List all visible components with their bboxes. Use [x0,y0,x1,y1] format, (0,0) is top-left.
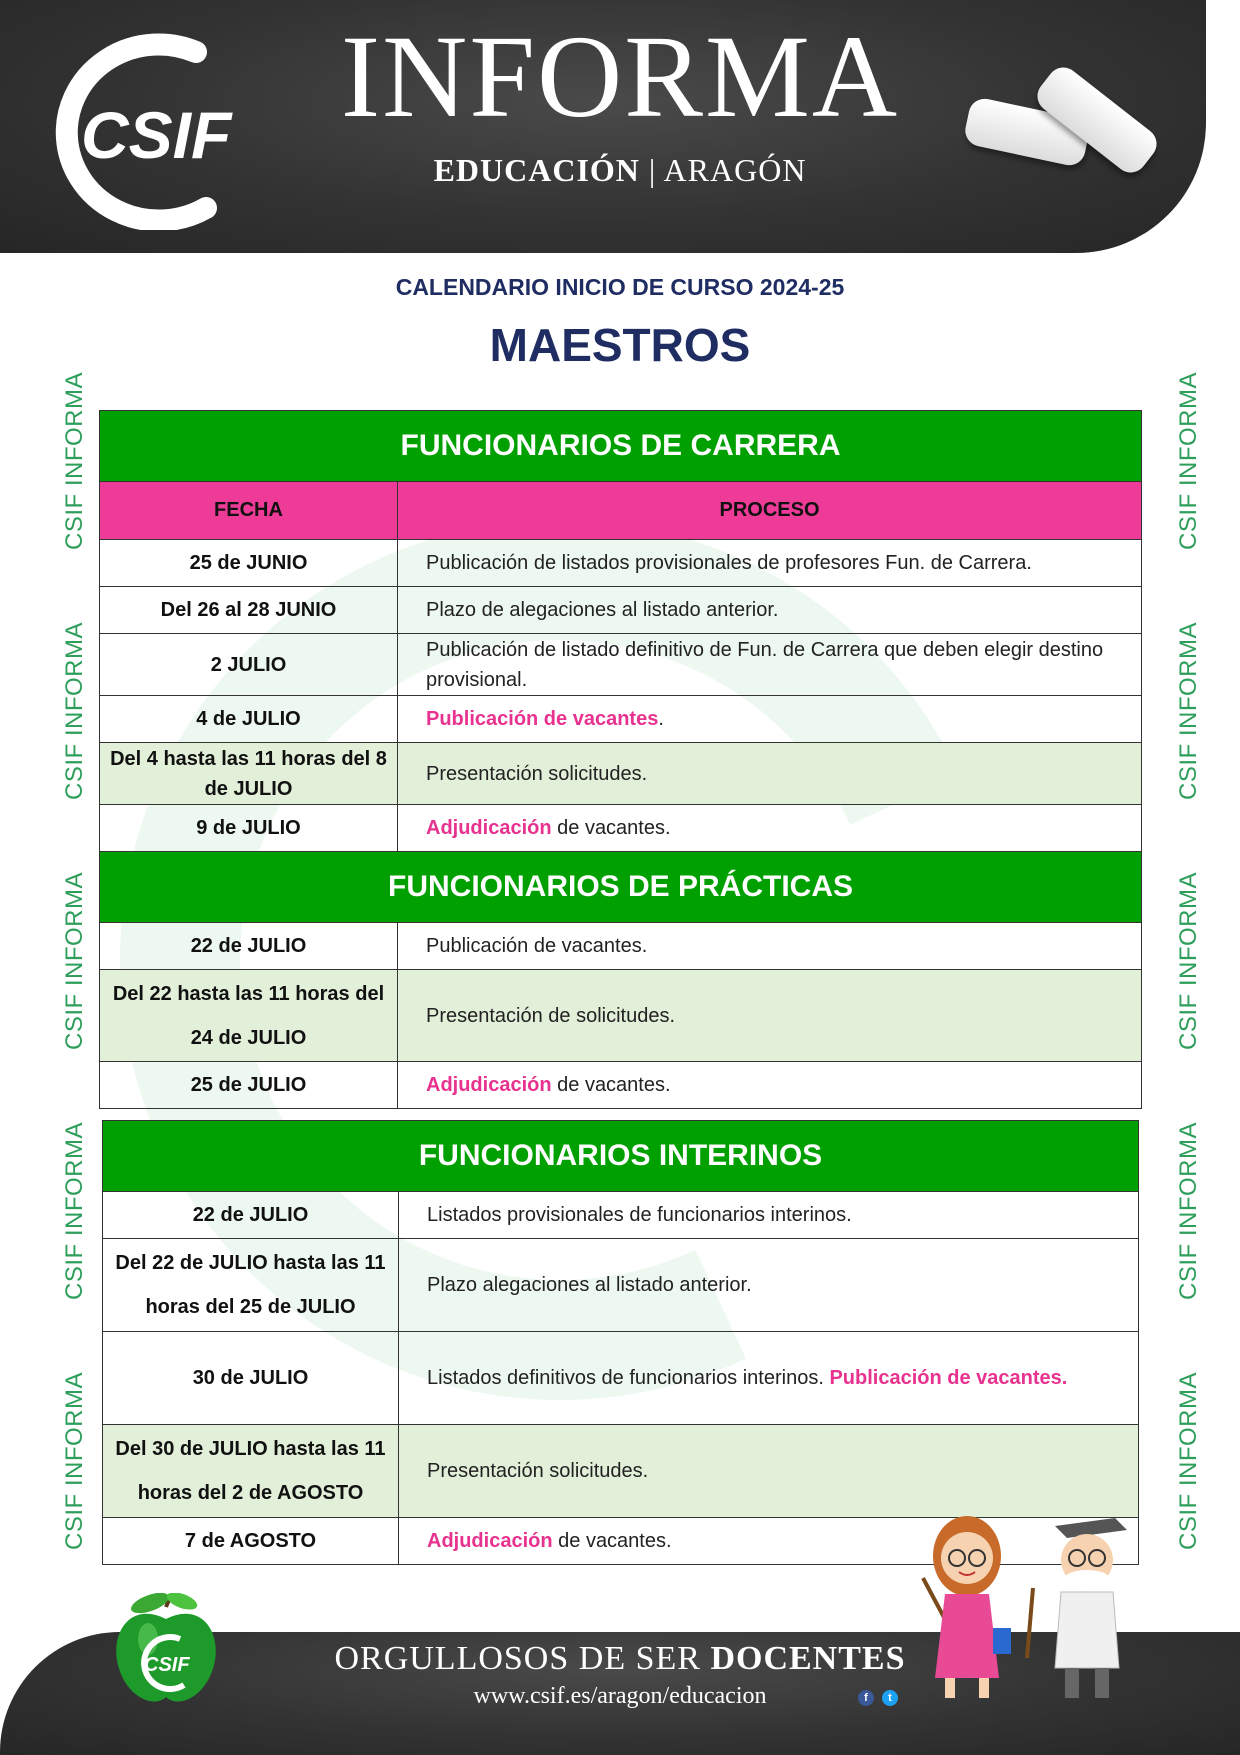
proceso-cell: Adjudicación de vacantes. [398,805,1142,852]
proceso-cell: Adjudicación de vacantes. [398,1062,1142,1109]
table-row [103,1239,1139,1332]
table-row [103,1425,1139,1518]
table-row [100,540,1142,587]
table-row [100,805,1142,852]
proceso-cell: Presentación solicitudes. [399,1425,1139,1518]
fecha-cell: Del 30 de JULIO hasta las 11 horas del 2 de AGOSTO [103,1425,399,1518]
twitter-icon[interactable]: t [882,1690,898,1706]
side-label-left: CSIF INFORMA [61,1122,88,1300]
section-title-practicas: FUNCIONARIOS DE PRÁCTICAS [100,852,1142,923]
table-row [103,1332,1139,1425]
fecha-cell: Del 22 hasta las 11 horas del 24 de JULIO [100,970,398,1062]
side-label-right: CSIF INFORMA [1175,1372,1202,1550]
carrera-practicas-table [99,410,1142,1109]
table-row [100,970,1142,1062]
side-label-left: CSIF INFORMA [61,872,88,1050]
table-row [100,587,1142,634]
svg-text:CSIF: CSIF [81,98,232,172]
side-label-right: CSIF INFORMA [1175,872,1202,1050]
column-header-fecha: FECHA [100,482,398,540]
proceso-cell: Publicación de vacantes. [398,696,1142,743]
fecha-cell: Del 22 de JULIO hasta las 11 horas del 25 de JULIO [103,1239,399,1332]
proceso-cell: Adjudicación de vacantes. [399,1518,1139,1565]
side-label-left: CSIF INFORMA [61,622,88,800]
fecha-cell: 2 JULIO [100,634,398,696]
fecha-cell: 22 de JULIO [100,923,398,970]
side-label-right: CSIF INFORMA [1175,622,1202,800]
proceso-cell: Listados definitivos de funcionarios interinos. Publicación de vacantes. [399,1332,1139,1425]
proceso-cell: Publicación de listados provisionales de profesores Fun. de Carrera. [398,540,1142,587]
table-row [100,634,1142,696]
header-subtitle: EDUCACIÓN | ARAGÓN [433,152,807,188]
section-title-carrera: FUNCIONARIOS DE CARRERA [100,411,1142,482]
website-link[interactable]: www.csif.es/aragon/educacion [473,1683,767,1709]
proceso-cell: Presentación de solicitudes. [398,970,1142,1062]
proceso-cell: Plazo alegaciones al listado anterior. [399,1239,1139,1332]
table-row [103,1192,1139,1239]
fecha-cell: 30 de JULIO [103,1332,399,1425]
side-label-left: CSIF INFORMA [61,1372,88,1550]
fecha-cell: 25 de JUNIO [100,540,398,587]
side-label-left: CSIF INFORMA [61,372,88,550]
interinos-table [102,1120,1139,1565]
table-row [100,696,1142,743]
fecha-cell: 9 de JULIO [100,805,398,852]
side-label-right: CSIF INFORMA [1175,372,1202,550]
table-row [100,1062,1142,1109]
footer-slogan: ORGULLOSOS DE SER DOCENTES [334,1640,906,1677]
proceso-cell: Publicación de listado definitivo de Fun. de Carrera que deben elegir destino provisional. [398,634,1142,696]
fecha-cell: 4 de JULIO [100,696,398,743]
column-header-proceso: PROCESO [398,482,1142,540]
proceso-cell: Publicación de vacantes. [398,923,1142,970]
proceso-cell: Plazo de alegaciones al listado anterior. [398,587,1142,634]
fecha-cell: 7 de AGOSTO [103,1518,399,1565]
fecha-cell: 25 de JULIO [100,1062,398,1109]
side-label-right: CSIF INFORMA [1175,1122,1202,1300]
proceso-cell: Listados provisionales de funcionarios interinos. [399,1192,1139,1239]
calendar-title: CALENDARIO INICIO DE CURSO 2024-25 [395,274,845,300]
table-row [100,923,1142,970]
fecha-cell: 22 de JULIO [103,1192,399,1239]
table-row [100,743,1142,805]
page-title: MAESTROS [489,319,751,371]
fecha-cell: Del 26 al 28 JUNIO [100,587,398,634]
informa-title: INFORMA [340,11,900,142]
section-title-interinos: FUNCIONARIOS INTERINOS [103,1121,1139,1192]
svg-text:CSIF: CSIF [144,1654,190,1676]
proceso-cell: Presentación solicitudes. [398,743,1142,805]
teacher-characters-illustration [915,1508,1155,1708]
csif-apple-logo [110,1593,222,1709]
fecha-cell: Del 4 hasta las 11 horas del 8 de JULIO [100,743,398,805]
facebook-icon[interactable]: f [858,1690,874,1706]
